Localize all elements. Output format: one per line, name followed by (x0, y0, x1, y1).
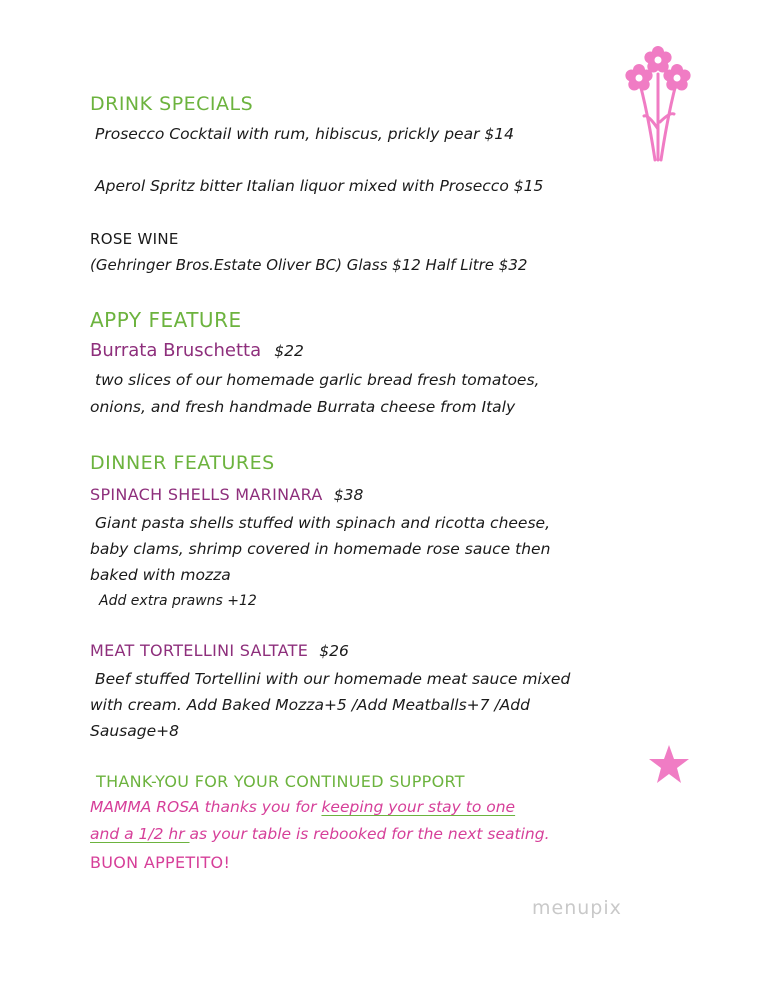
buon-appetito: BUON APPETITO! (90, 853, 231, 872)
drink-specials-heading: DRINK SPECIALS (90, 93, 254, 115)
rose-wine-detail: (Gehringer Bros.Estate Oliver BC) Glass $12 Half Litre $32 (90, 256, 528, 274)
dinner-dish1-price: $38 (333, 486, 364, 504)
dinner-dish2-line2: with cream. Add Baked Mozza+5 /Add Meatballs+7 /Add (90, 696, 530, 714)
drink-item-prosecco: Prosecco Cocktail with rum, hibiscus, prickly pear $14 (95, 125, 514, 143)
pink-flowers-icon (622, 44, 694, 166)
mamma-rosa-line2-b: as your table is rebooked for the next seating. (189, 825, 550, 843)
appy-desc-line1: two slices of our homemade garlic bread fresh tomatoes, (95, 371, 540, 389)
menupix-watermark: menupix (532, 897, 622, 919)
mamma-rosa-line1-b: keeping your stay to one (321, 798, 516, 816)
dinner-dish2-name: MEAT TORTELLINI SALTATE (90, 641, 309, 660)
mamma-rosa-line1-a: MAMMA ROSA thanks you for (90, 798, 322, 816)
dinner-dish1-line1: Giant pasta shells stuffed with spinach and ricotta cheese, (95, 514, 551, 532)
dinner-dish1-addon: Add extra prawns +12 (99, 593, 257, 609)
dinner-features-heading: DINNER FEATURES (90, 452, 275, 474)
mamma-rosa-line2 (90, 825, 550, 843)
dinner-dish1-name: SPINACH SHELLS MARINARA (90, 485, 323, 504)
dinner-dish2-line3: Sausage+8 (90, 722, 179, 740)
mamma-rosa-line2-a: and a 1/2 hr (90, 825, 190, 843)
rose-wine-title: ROSE WINE (90, 230, 179, 248)
drink-item-aperol: Aperol Spritz bitter Italian liquor mixed with Prosecco $15 (95, 177, 544, 195)
appy-item-name: Burrata Bruschetta (90, 340, 262, 361)
appy-item-title (90, 340, 304, 361)
appy-item-price: $22 (274, 342, 304, 360)
dinner-dish2-title (90, 641, 349, 660)
appy-feature-heading: APPY FEATURE (90, 308, 242, 332)
mamma-rosa-line1 (90, 798, 515, 816)
dinner-dish1-line3: baked with mozza (90, 566, 231, 584)
appy-desc-line2: onions, and fresh handmade Burrata cheese from Italy (90, 398, 516, 416)
dinner-dish2-line1: Beef stuffed Tortellini with our homemade meat sauce mixed (95, 670, 571, 688)
pink-star-icon (648, 744, 690, 784)
dinner-dish1-title (90, 485, 363, 504)
dinner-dish1-line2: baby clams, shrimp covered in homemade rose sauce then (90, 540, 551, 558)
dinner-dish2-price: $26 (319, 642, 349, 660)
thank-you-line: THANK-YOU FOR YOUR CONTINUED SUPPORT (96, 772, 465, 791)
